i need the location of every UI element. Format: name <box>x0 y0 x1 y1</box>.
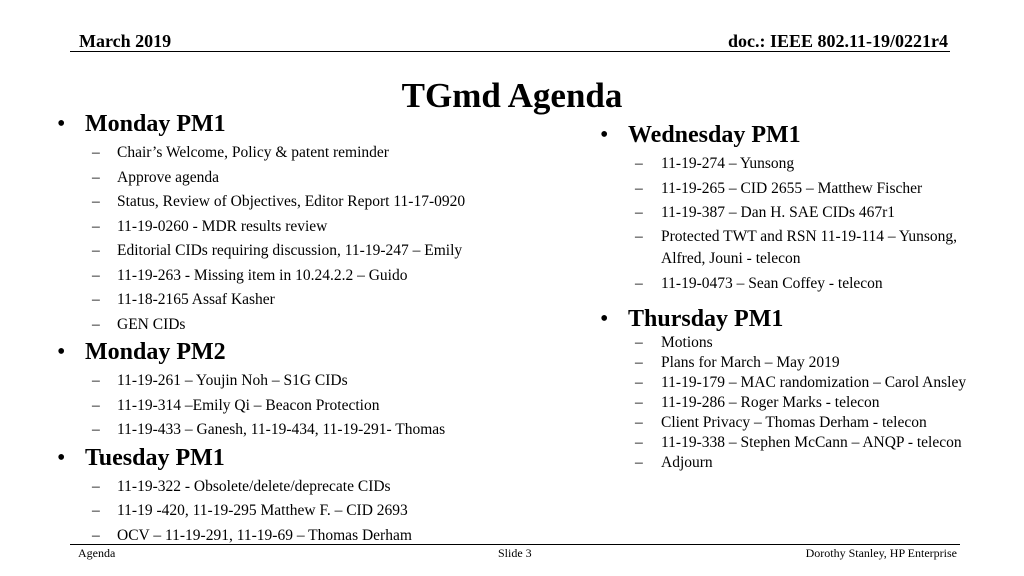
agenda-item: – 11-19-387 – Dan H. SAE CIDs 467r1 <box>600 201 1000 226</box>
bullet-icon: • <box>57 111 66 137</box>
slide-number: Slide 3 <box>498 546 532 560</box>
dash-icon: – <box>635 454 643 471</box>
dash-icon: – <box>92 526 100 544</box>
left-column <box>57 109 537 548</box>
dash-icon: – <box>635 354 643 371</box>
dash-icon: – <box>635 434 643 451</box>
agenda-item: – Approve agenda <box>57 166 537 191</box>
dash-icon: – <box>92 266 100 284</box>
dash-icon: – <box>92 477 100 495</box>
header-date: March 2019 <box>79 31 172 51</box>
agenda-item: – Protected TWT and RSN 11-19-114 – Yunsong, Alfred, Jouni - telecon <box>635 227 958 267</box>
footer-author: Dorothy Stanley, HP Enterprise <box>805 546 957 560</box>
dash-icon: – <box>92 168 100 186</box>
dash-icon: – <box>92 421 100 438</box>
header-doc-id: doc.: IEEE 802.11-19/0221r4 <box>727 31 948 51</box>
agenda-item: – 11-19-274 – Yunsong <box>600 152 1000 177</box>
dash-icon: – <box>92 193 100 210</box>
dash-icon: – <box>92 144 100 161</box>
dash-icon: – <box>92 291 100 308</box>
footer-divider <box>70 544 960 545</box>
section-heading-tuesday-pm1: • Tuesday PM1 <box>57 444 225 471</box>
agenda-item: – Chair’s Welcome, Policy & patent reminder <box>57 141 537 166</box>
dash-icon: – <box>92 396 100 414</box>
agenda-item: – Plans for March – May 2019 <box>635 354 840 371</box>
agenda-item: – 11-19-338 – Stephen McCann – ANQP - telecon <box>635 434 962 451</box>
footer-label: Agenda <box>78 546 116 560</box>
dash-icon: – <box>635 179 643 197</box>
agenda-item: – Client Privacy – Thomas Derham - telecon <box>635 414 927 431</box>
dash-icon: – <box>635 414 643 431</box>
bullet-icon: • <box>600 306 609 332</box>
slide-title: TGmd Agenda <box>401 76 623 115</box>
agenda-item: – OCV – 11-19-291, 11-19-69 – Thomas Derham <box>57 524 537 549</box>
agenda-item: – 11-19 -420, 11-19-295 Matthew F. – CID 2693 <box>57 499 537 524</box>
bullet-icon: • <box>57 444 66 471</box>
agenda-item: – Adjourn <box>635 454 713 471</box>
dash-icon: – <box>635 204 643 221</box>
dash-icon: – <box>635 274 643 292</box>
agenda-item: – GEN CIDs <box>57 313 537 338</box>
agenda-item: – 11-19-265 – CID 2655 – Matthew Fischer <box>600 177 1000 202</box>
agenda-item: – 11-19-286 – Roger Marks - telecon <box>635 394 880 411</box>
dash-icon: – <box>92 242 100 259</box>
dash-icon: – <box>92 217 100 235</box>
agenda-item: – 11-19-0473 – Sean Coffey - telecon <box>600 272 1000 297</box>
dash-icon: – <box>635 374 643 391</box>
agenda-item: – Editorial CIDs requiring discussion, 11-19-247 – Emily <box>57 239 537 264</box>
agenda-item: – 11-19-179 – MAC randomization – Carol Ansley <box>635 374 967 391</box>
dash-icon: – <box>92 315 100 333</box>
agenda-item: – Status, Review of Objectives, Editor Report 11-17-0920 <box>57 190 537 215</box>
bullet-icon: • <box>57 339 66 365</box>
agenda-item: – Motions <box>635 334 713 351</box>
section-heading-wednesday-pm1: • Wednesday PM1 <box>600 122 801 148</box>
dash-icon: – <box>635 227 643 245</box>
dash-icon: – <box>635 394 643 411</box>
bullet-icon: • <box>600 122 609 148</box>
dash-icon: – <box>635 334 643 351</box>
right-column <box>600 120 1000 474</box>
dash-icon: – <box>635 155 643 172</box>
agenda-item: – 11-19-322 - Obsolete/delete/deprecate CIDs <box>57 475 537 500</box>
header-divider <box>70 51 950 52</box>
dash-icon: – <box>92 502 100 519</box>
section-heading-monday-pm2: • Monday PM2 <box>57 339 226 365</box>
dash-icon: – <box>92 372 100 389</box>
agenda-item: – 11-19-314 –Emily Qi – Beacon Protection <box>57 394 537 419</box>
section-heading-monday-pm1: • Monday PM1 <box>57 111 226 137</box>
agenda-item: – 11-19-263 - Missing item in 10.24.2.2 – Guido <box>57 264 537 289</box>
section-heading-thursday-pm1: • Thursday PM1 <box>600 306 784 332</box>
agenda-item: – 11-19-261 – Youjin Noh – S1G CIDs <box>57 369 537 394</box>
agenda-item: – 11-19-433 – Ganesh, 11-19-434, 11-19-291- Thomas <box>57 418 537 443</box>
agenda-item: – 11-19-0260 - MDR results review <box>57 215 537 240</box>
agenda-item: – 11-18-2165 Assaf Kasher <box>57 288 537 313</box>
